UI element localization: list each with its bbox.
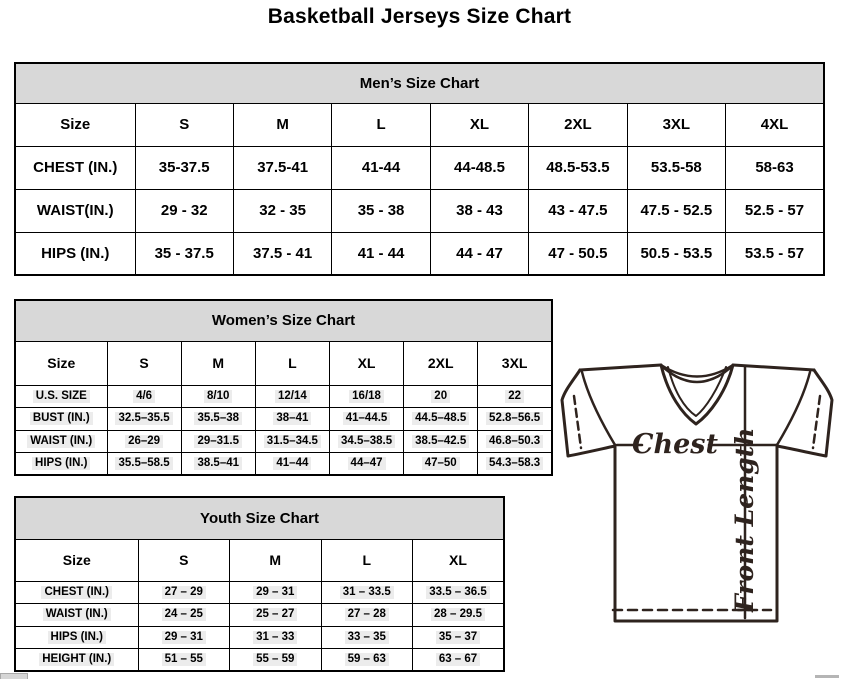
- size-value: 54.3–58.3: [486, 457, 543, 470]
- size-value-cell: [321, 581, 413, 604]
- column-header: S: [135, 103, 233, 146]
- size-value: 8/10: [204, 390, 232, 403]
- row-label: [15, 453, 107, 476]
- size-value-cell: 47.5 - 52.5: [627, 189, 725, 232]
- size-value-cell: [230, 626, 322, 649]
- page-title: Basketball Jerseys Size Chart: [267, 5, 572, 28]
- size-value-cell: [413, 604, 505, 627]
- size-value-cell: [181, 408, 255, 431]
- size-value: 28 – 29.5: [431, 608, 485, 621]
- womens-size-table: [14, 299, 553, 476]
- size-value: 29 – 31: [253, 586, 297, 599]
- column-header: 3XL: [627, 103, 725, 146]
- row-label: [15, 581, 138, 604]
- row-label-text: WAIST (IN.): [27, 435, 95, 448]
- row-label: [15, 430, 107, 453]
- size-value-cell: 58-63: [726, 146, 824, 189]
- size-value-cell: [138, 581, 230, 604]
- column-header: L: [332, 103, 430, 146]
- size-value: 32.5–35.5: [115, 412, 172, 425]
- size-value-cell: [138, 604, 230, 627]
- table-row: [15, 232, 824, 275]
- front-length-label: Front Length: [730, 427, 759, 612]
- column-header: 4XL: [726, 103, 824, 146]
- size-value: 20: [431, 390, 450, 403]
- size-value-cell: [413, 649, 505, 672]
- size-value-cell: [181, 385, 255, 408]
- size-value: 38–41: [273, 412, 311, 425]
- size-value-cell: [329, 430, 403, 453]
- size-value-cell: 47 - 50.5: [529, 232, 627, 275]
- table-row: [15, 189, 824, 232]
- size-value-cell: [107, 453, 181, 476]
- size-value-cell: [255, 408, 329, 431]
- row-label: [15, 649, 138, 672]
- size-value-cell: [478, 408, 552, 431]
- jersey-right-sleeve: [777, 370, 832, 456]
- size-value: 34.5–38.5: [338, 435, 395, 448]
- size-value: 12/14: [275, 390, 310, 403]
- size-value: 44–47: [348, 457, 386, 470]
- column-header: Size: [15, 341, 107, 385]
- column-header: XL: [329, 341, 403, 385]
- size-value: 38.5–41: [194, 457, 242, 470]
- row-label: [15, 385, 107, 408]
- size-value-cell: [107, 408, 181, 431]
- chest-label: Chest: [632, 429, 718, 460]
- size-value-cell: 35 - 38: [332, 189, 430, 232]
- jersey-left-sleeve: [562, 370, 615, 456]
- column-header: 3XL: [478, 341, 552, 385]
- size-value-cell: 44 - 47: [430, 232, 528, 275]
- size-value-cell: 37.5-41: [233, 146, 331, 189]
- size-value: 59 – 63: [345, 653, 389, 666]
- size-value: 31.5–34.5: [264, 435, 321, 448]
- size-value-cell: [255, 453, 329, 476]
- size-value-cell: [107, 430, 181, 453]
- size-value: 25 – 27: [253, 608, 297, 621]
- row-label-text: U.S. SIZE: [33, 390, 90, 403]
- row-label: CHEST (IN.): [15, 146, 135, 189]
- column-header: XL: [413, 539, 505, 581]
- size-value-cell: [321, 604, 413, 627]
- size-value: 29 – 31: [162, 631, 206, 644]
- size-value: 26–29: [125, 435, 163, 448]
- row-label-text: HEIGHT (IN.): [39, 653, 114, 666]
- youth-table-title: Youth Size Chart: [15, 497, 504, 539]
- size-value-cell: 41-44: [332, 146, 430, 189]
- row-label: [15, 626, 138, 649]
- jersey-measurement-diagram: [556, 358, 838, 630]
- row-label-text: WAIST (IN.): [43, 608, 111, 621]
- size-value-cell: [413, 581, 505, 604]
- size-value: 31 – 33.5: [340, 586, 394, 599]
- table-row: [15, 408, 552, 431]
- row-label: HIPS (IN.): [15, 232, 135, 275]
- size-value-cell: [107, 385, 181, 408]
- size-value-cell: [138, 626, 230, 649]
- column-header: S: [107, 341, 181, 385]
- table-row: [15, 626, 504, 649]
- size-value-cell: [230, 581, 322, 604]
- size-value: 31 – 33: [253, 631, 297, 644]
- size-value-cell: 48.5-53.5: [529, 146, 627, 189]
- size-value: 22: [505, 390, 524, 403]
- column-header: M: [181, 341, 255, 385]
- table-row: [15, 146, 824, 189]
- row-label: [15, 604, 138, 627]
- size-value-cell: [413, 626, 505, 649]
- column-header: L: [255, 341, 329, 385]
- size-value-cell: 44-48.5: [430, 146, 528, 189]
- column-header: 2XL: [529, 103, 627, 146]
- size-value: 27 – 29: [162, 586, 206, 599]
- column-header: M: [230, 539, 322, 581]
- row-label: [15, 408, 107, 431]
- table-header-row: [15, 341, 552, 385]
- column-header: M: [233, 103, 331, 146]
- table-header-row: [15, 103, 824, 146]
- table-title-row: [15, 497, 504, 539]
- size-value-cell: [321, 626, 413, 649]
- size-value: 51 – 55: [162, 653, 206, 666]
- size-value-cell: [329, 408, 403, 431]
- table-row: [15, 430, 552, 453]
- size-value-cell: 37.5 - 41: [233, 232, 331, 275]
- table-row: [15, 385, 552, 408]
- column-header: S: [138, 539, 230, 581]
- row-label-text: BUST (IN.): [30, 412, 93, 425]
- size-value-cell: [230, 649, 322, 672]
- size-value-cell: 52.5 - 57: [726, 189, 824, 232]
- size-value-cell: [404, 385, 478, 408]
- size-value-cell: [181, 430, 255, 453]
- size-value-cell: [478, 430, 552, 453]
- size-value-cell: 53.5-58: [627, 146, 725, 189]
- size-value-cell: [321, 649, 413, 672]
- size-value-cell: [329, 385, 403, 408]
- size-value-cell: [329, 453, 403, 476]
- size-value-cell: 43 - 47.5: [529, 189, 627, 232]
- size-value: 33.5 – 36.5: [426, 586, 490, 599]
- size-value: 35.5–38: [194, 412, 242, 425]
- horizontal-scrollbar-fragment[interactable]: [0, 673, 28, 679]
- size-value-cell: [230, 604, 322, 627]
- size-value-cell: [404, 408, 478, 431]
- jersey-shoulder-seams: [580, 365, 814, 370]
- horizontal-scrollbar-handle[interactable]: [815, 675, 839, 678]
- mens-size-table: [14, 62, 825, 276]
- size-value: 41–44: [273, 457, 311, 470]
- size-value: 29–31.5: [194, 435, 242, 448]
- size-value: 52.8–56.5: [486, 412, 543, 425]
- size-value-cell: [478, 453, 552, 476]
- size-value: 33 – 35: [345, 631, 389, 644]
- size-value: 35 – 37: [436, 631, 480, 644]
- size-value-cell: [404, 430, 478, 453]
- womens-table-title: Women’s Size Chart: [15, 300, 552, 341]
- size-value-cell: 32 - 35: [233, 189, 331, 232]
- size-value-cell: 41 - 44: [332, 232, 430, 275]
- size-value-cell: [255, 430, 329, 453]
- size-value: 63 – 67: [436, 653, 480, 666]
- size-value: 16/18: [349, 390, 384, 403]
- size-value: 4/6: [133, 390, 155, 403]
- size-value: 27 – 28: [345, 608, 389, 621]
- column-header: XL: [430, 103, 528, 146]
- column-header: Size: [15, 539, 138, 581]
- size-value-cell: 38 - 43: [430, 189, 528, 232]
- table-title-row: [15, 300, 552, 341]
- table-row: [15, 453, 552, 476]
- size-value: 47–50: [422, 457, 460, 470]
- table-row: [15, 581, 504, 604]
- size-value-cell: [138, 649, 230, 672]
- table-title-row: [15, 63, 824, 103]
- size-value-cell: [404, 453, 478, 476]
- size-value: 38.5–42.5: [412, 435, 469, 448]
- size-value: 35.5–58.5: [115, 457, 172, 470]
- size-value: 46.8–50.3: [486, 435, 543, 448]
- size-value-cell: 35 - 37.5: [135, 232, 233, 275]
- size-value: 41–44.5: [343, 412, 391, 425]
- mens-table-title: Men’s Size Chart: [15, 63, 824, 103]
- jersey-vneck-inner: [668, 367, 726, 416]
- size-value: 55 – 59: [253, 653, 297, 666]
- row-label: WAIST(IN.): [15, 189, 135, 232]
- row-label-text: HIPS (IN.): [32, 457, 90, 470]
- row-label-text: HIPS (IN.): [48, 631, 106, 644]
- size-value-cell: [478, 385, 552, 408]
- size-value-cell: 35-37.5: [135, 146, 233, 189]
- size-value: 24 – 25: [162, 608, 206, 621]
- size-value-cell: 53.5 - 57: [726, 232, 824, 275]
- size-value: 44.5–48.5: [412, 412, 469, 425]
- table-header-row: [15, 539, 504, 581]
- table-row: [15, 604, 504, 627]
- size-value-cell: 29 - 32: [135, 189, 233, 232]
- column-header: L: [321, 539, 413, 581]
- size-value-cell: [255, 385, 329, 408]
- row-label-text: CHEST (IN.): [41, 586, 112, 599]
- column-header: Size: [15, 103, 135, 146]
- column-header: 2XL: [404, 341, 478, 385]
- table-row: [15, 649, 504, 672]
- size-value-cell: 50.5 - 53.5: [627, 232, 725, 275]
- size-value-cell: [181, 453, 255, 476]
- youth-size-table: [14, 496, 505, 672]
